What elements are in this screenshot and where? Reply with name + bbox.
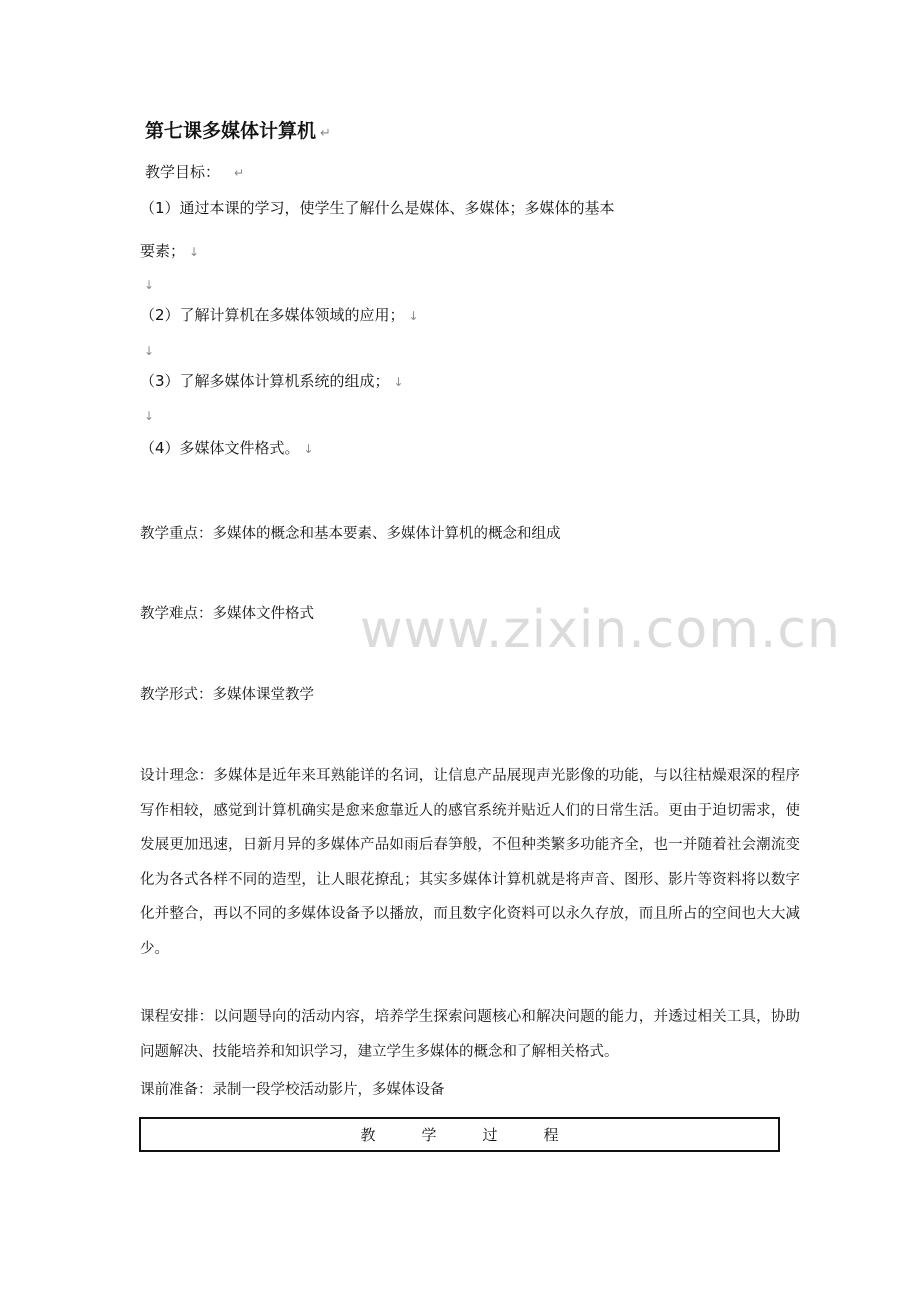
objective-item-1-cont-text: 要素； bbox=[140, 242, 186, 260]
objectives-heading bbox=[145, 161, 244, 184]
watermark: www.zixin.com.cn bbox=[360, 600, 841, 660]
key-points: 教学重点：多媒体的概念和基本要素、多媒体计算机的概念和组成 bbox=[140, 526, 561, 542]
teaching-difficulties: 教学难点：多媒体文件格式 bbox=[140, 606, 314, 622]
line-break-mark: ↓ bbox=[144, 344, 155, 358]
objective-item-1-text: （1）通过本课的学习，使学生了解什么是媒体、多媒体；多媒体的基本 bbox=[140, 199, 615, 217]
preparation: 课前准备：录制一段学校活动影片，多媒体设备 bbox=[140, 1082, 445, 1098]
objective-item-3 bbox=[140, 370, 404, 393]
objectives-heading-text: 教学目标： bbox=[145, 163, 221, 181]
line-break-mark: ↓ bbox=[189, 245, 200, 259]
lesson-title-text: 第七课多媒体计算机 bbox=[145, 120, 317, 142]
objective-item-2 bbox=[140, 304, 419, 327]
teaching-process-header bbox=[139, 1117, 780, 1152]
teaching-form: 教学形式：多媒体课堂教学 bbox=[140, 687, 314, 703]
empty-line-2 bbox=[144, 339, 154, 362]
course-arrangement: 课程安排：以问题导向的活动内容，培养学生探索问题核心和解决问题的能力，并透过相关工具，协助问题解决、技能培养和知识学习，建立学生多媒体的概念和了解相关格式。 bbox=[140, 1009, 800, 1060]
paragraph-mark: ↵ bbox=[320, 126, 331, 141]
line-break-mark: ↓ bbox=[303, 442, 314, 456]
teaching-process-label: 教学过程 bbox=[360, 1126, 605, 1144]
empty-line-3 bbox=[144, 404, 154, 427]
line-break-mark: ↓ bbox=[393, 375, 404, 389]
line-break-mark: ↓ bbox=[408, 309, 419, 323]
line-break-mark: ↓ bbox=[144, 409, 155, 423]
line-break-mark: ↓ bbox=[144, 278, 155, 292]
objective-item-4 bbox=[140, 437, 314, 460]
objective-item-2-text: （2）了解计算机在多媒体领域的应用； bbox=[140, 306, 405, 324]
objective-item-4-text: （4）多媒体文件格式。 bbox=[140, 439, 300, 457]
objective-item-1-cont bbox=[140, 240, 199, 263]
objective-item-1 bbox=[140, 197, 615, 219]
lesson-title bbox=[145, 118, 331, 147]
design-concept: 设计理念：多媒体是近年来耳熟能详的名词，让信息产品展现声光影像的功能，与以往枯燥艰深的程序写作相较，感觉到计算机确实是愈来愈靠近人的感官系统并贴近人们的日常生活。更由于迫切需求，使发展更加迅速，日新月异的多媒体产品如雨后春笋般，不但种类繁多功能齐全，也一并随着社会潮流变化为各式各样不同的造型，让人眼花撩乱；其实多媒体计算机就是将声音、图形、影片等资料将以数字化并整合，再以不同的多媒体设备予以播放，而且数字化资料可以永久存放，而且所占的空间也大大减少。 bbox=[140, 768, 800, 957]
empty-line-1 bbox=[144, 273, 154, 296]
paragraph-mark: ↵ bbox=[234, 166, 245, 180]
objective-item-3-text: （3）了解多媒体计算机系统的组成； bbox=[140, 372, 390, 390]
